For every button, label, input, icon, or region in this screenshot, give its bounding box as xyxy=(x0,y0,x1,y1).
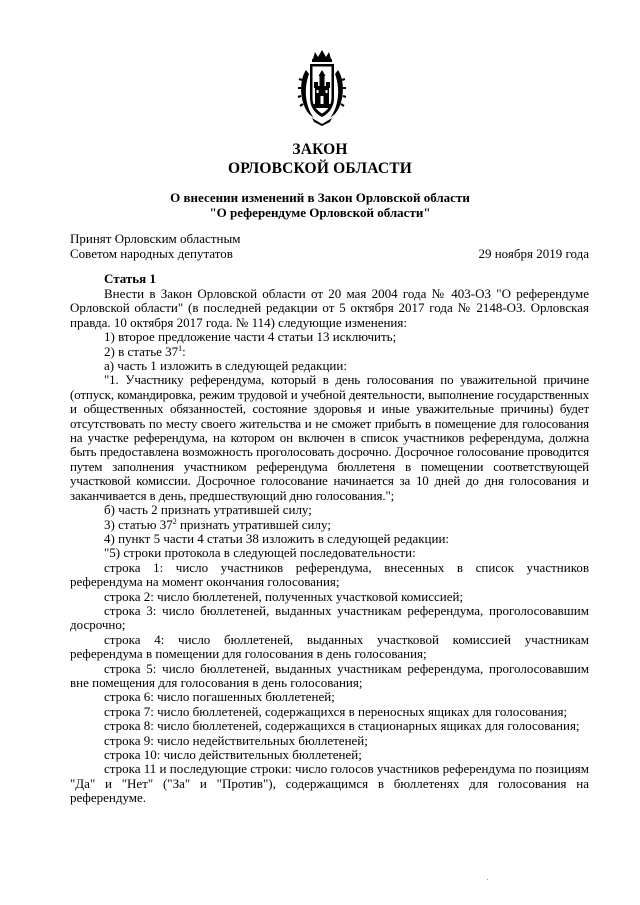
protocol-row: строка 3: число бюллетеней, выданных участникам референдума, проголосовавшим досрочно; xyxy=(70,602,589,633)
protocol-row: строка 9: число недействительных бюллетеней; xyxy=(104,732,368,748)
protocol-row: строка 10: число действительных бюллетеней; xyxy=(104,747,362,762)
amendment-item-2 xyxy=(70,345,589,359)
article-intro-paragraph: Внести в Закон Орловской области от 20 мая 2004 года № 403-ОЗ "О референдуме Орловской области" (в последней редакции от 5 октября 2017 года № 2148-ОЗ. Орловская правда. 10 октября 2017 года. № 114) следующие изменения: xyxy=(70,286,589,330)
protocol-row: строка 1: число участников референдума, внесенных в список участников референдума на момент окончания голосования; xyxy=(70,559,589,590)
amendment-item-3 xyxy=(70,518,589,532)
document-subtitle-line-2: "О референдуме Орловской области" xyxy=(209,205,431,220)
amendment-item-2-superscript: 1 xyxy=(178,343,183,353)
protocol-row: строка 8: число бюллетеней, содержащихся в стационарных ящиках для голосования; xyxy=(104,718,580,734)
amendment-item-4: 4) пункт 5 части 4 статьи 38 изложить в следующей редакции: xyxy=(104,530,450,546)
amendment-item-2-text: 2) в статье 37 xyxy=(104,343,179,359)
document-title-line-1: ЗАКОН xyxy=(292,141,348,158)
protocol-row: строка 2: число бюллетеней, полученных участковой комиссией; xyxy=(104,588,464,604)
article-heading: Статья 1 xyxy=(104,271,156,286)
document-title-line-2: ОРЛОВСКОЙ ОБЛАСТИ xyxy=(227,160,413,177)
protocol-row: строка 7: число бюллетеней, содержащихся в переносных ящиках для голосования; xyxy=(104,703,568,719)
protocol-row: строка 6: число погашенных бюллетеней; xyxy=(104,689,335,705)
amendment-item-3-superscript: 2 xyxy=(172,516,177,526)
amendment-item-2a: а) часть 1 изложить в следующей редакции: xyxy=(104,358,347,374)
adoption-body-line-2: Советом народных депутатов xyxy=(70,246,233,261)
protocol-row: строка 4: число бюллетеней, выданных участковой комиссией участникам референдума в помещении для голосования в день голосования; xyxy=(70,631,589,662)
protocol-row: строка 5: число бюллетеней, выданных участникам референдума, проголосовавшим вне помещения для голосования в день голосования; xyxy=(70,660,589,690)
document-subtitle-line-1: О внесении изменений в Закон Орловской области xyxy=(170,190,470,205)
coat-of-arms-emblem xyxy=(297,50,347,126)
amendment-quote-part-1: "1. Участнику референдума, который в день голосования по уважительной причине (отпуск, командировка, режим трудовой и учебной деятельности, выполнение государственных и общественных обязанностей, состояние здоровья и иные уважительные причины) будет отсутствовать по месту своего жительства и не сможет прибыть в помещение для голосования на участке референдума, на котором он включен в список участников референдума, должна быть предоставлена возможность проголосовать досрочно. Досрочное голосование проводится путем заполнения участником референдума бюллетеня в помещении соответствующей участковой комиссии. Досрочное голосование начинается за 10 дней до дня голосования и заканчивается в день, предшествующий дню голосования."; xyxy=(70,372,589,503)
protocol-rows-intro: "5) строки протокола в следующей последовательности: xyxy=(104,545,416,561)
adoption-body-line-1: Принят Орловским областным xyxy=(70,231,241,246)
scan-speck xyxy=(487,879,488,880)
protocol-row: строка 11 и последующие строки: число голосов участников референдума по позициям "Да" и "Нет" ("За" и "Против"), содержащимся в бюллетенях для голосования на референдуме. xyxy=(70,761,589,806)
amendment-item-1: 1) второе предложение части 4 статьи 13 исключить; xyxy=(104,329,397,345)
amendment-item-2-suffix: : xyxy=(182,343,186,359)
amendment-item-3-text: 3) статью 37 xyxy=(104,516,173,532)
adoption-date: 29 ноября 2019 года xyxy=(478,246,589,261)
article-body xyxy=(70,287,589,806)
amendment-item-3-suffix: признать утратившей силу; xyxy=(176,516,331,532)
amendment-item-2b: б) часть 2 признать утратившей силу; xyxy=(104,502,312,518)
